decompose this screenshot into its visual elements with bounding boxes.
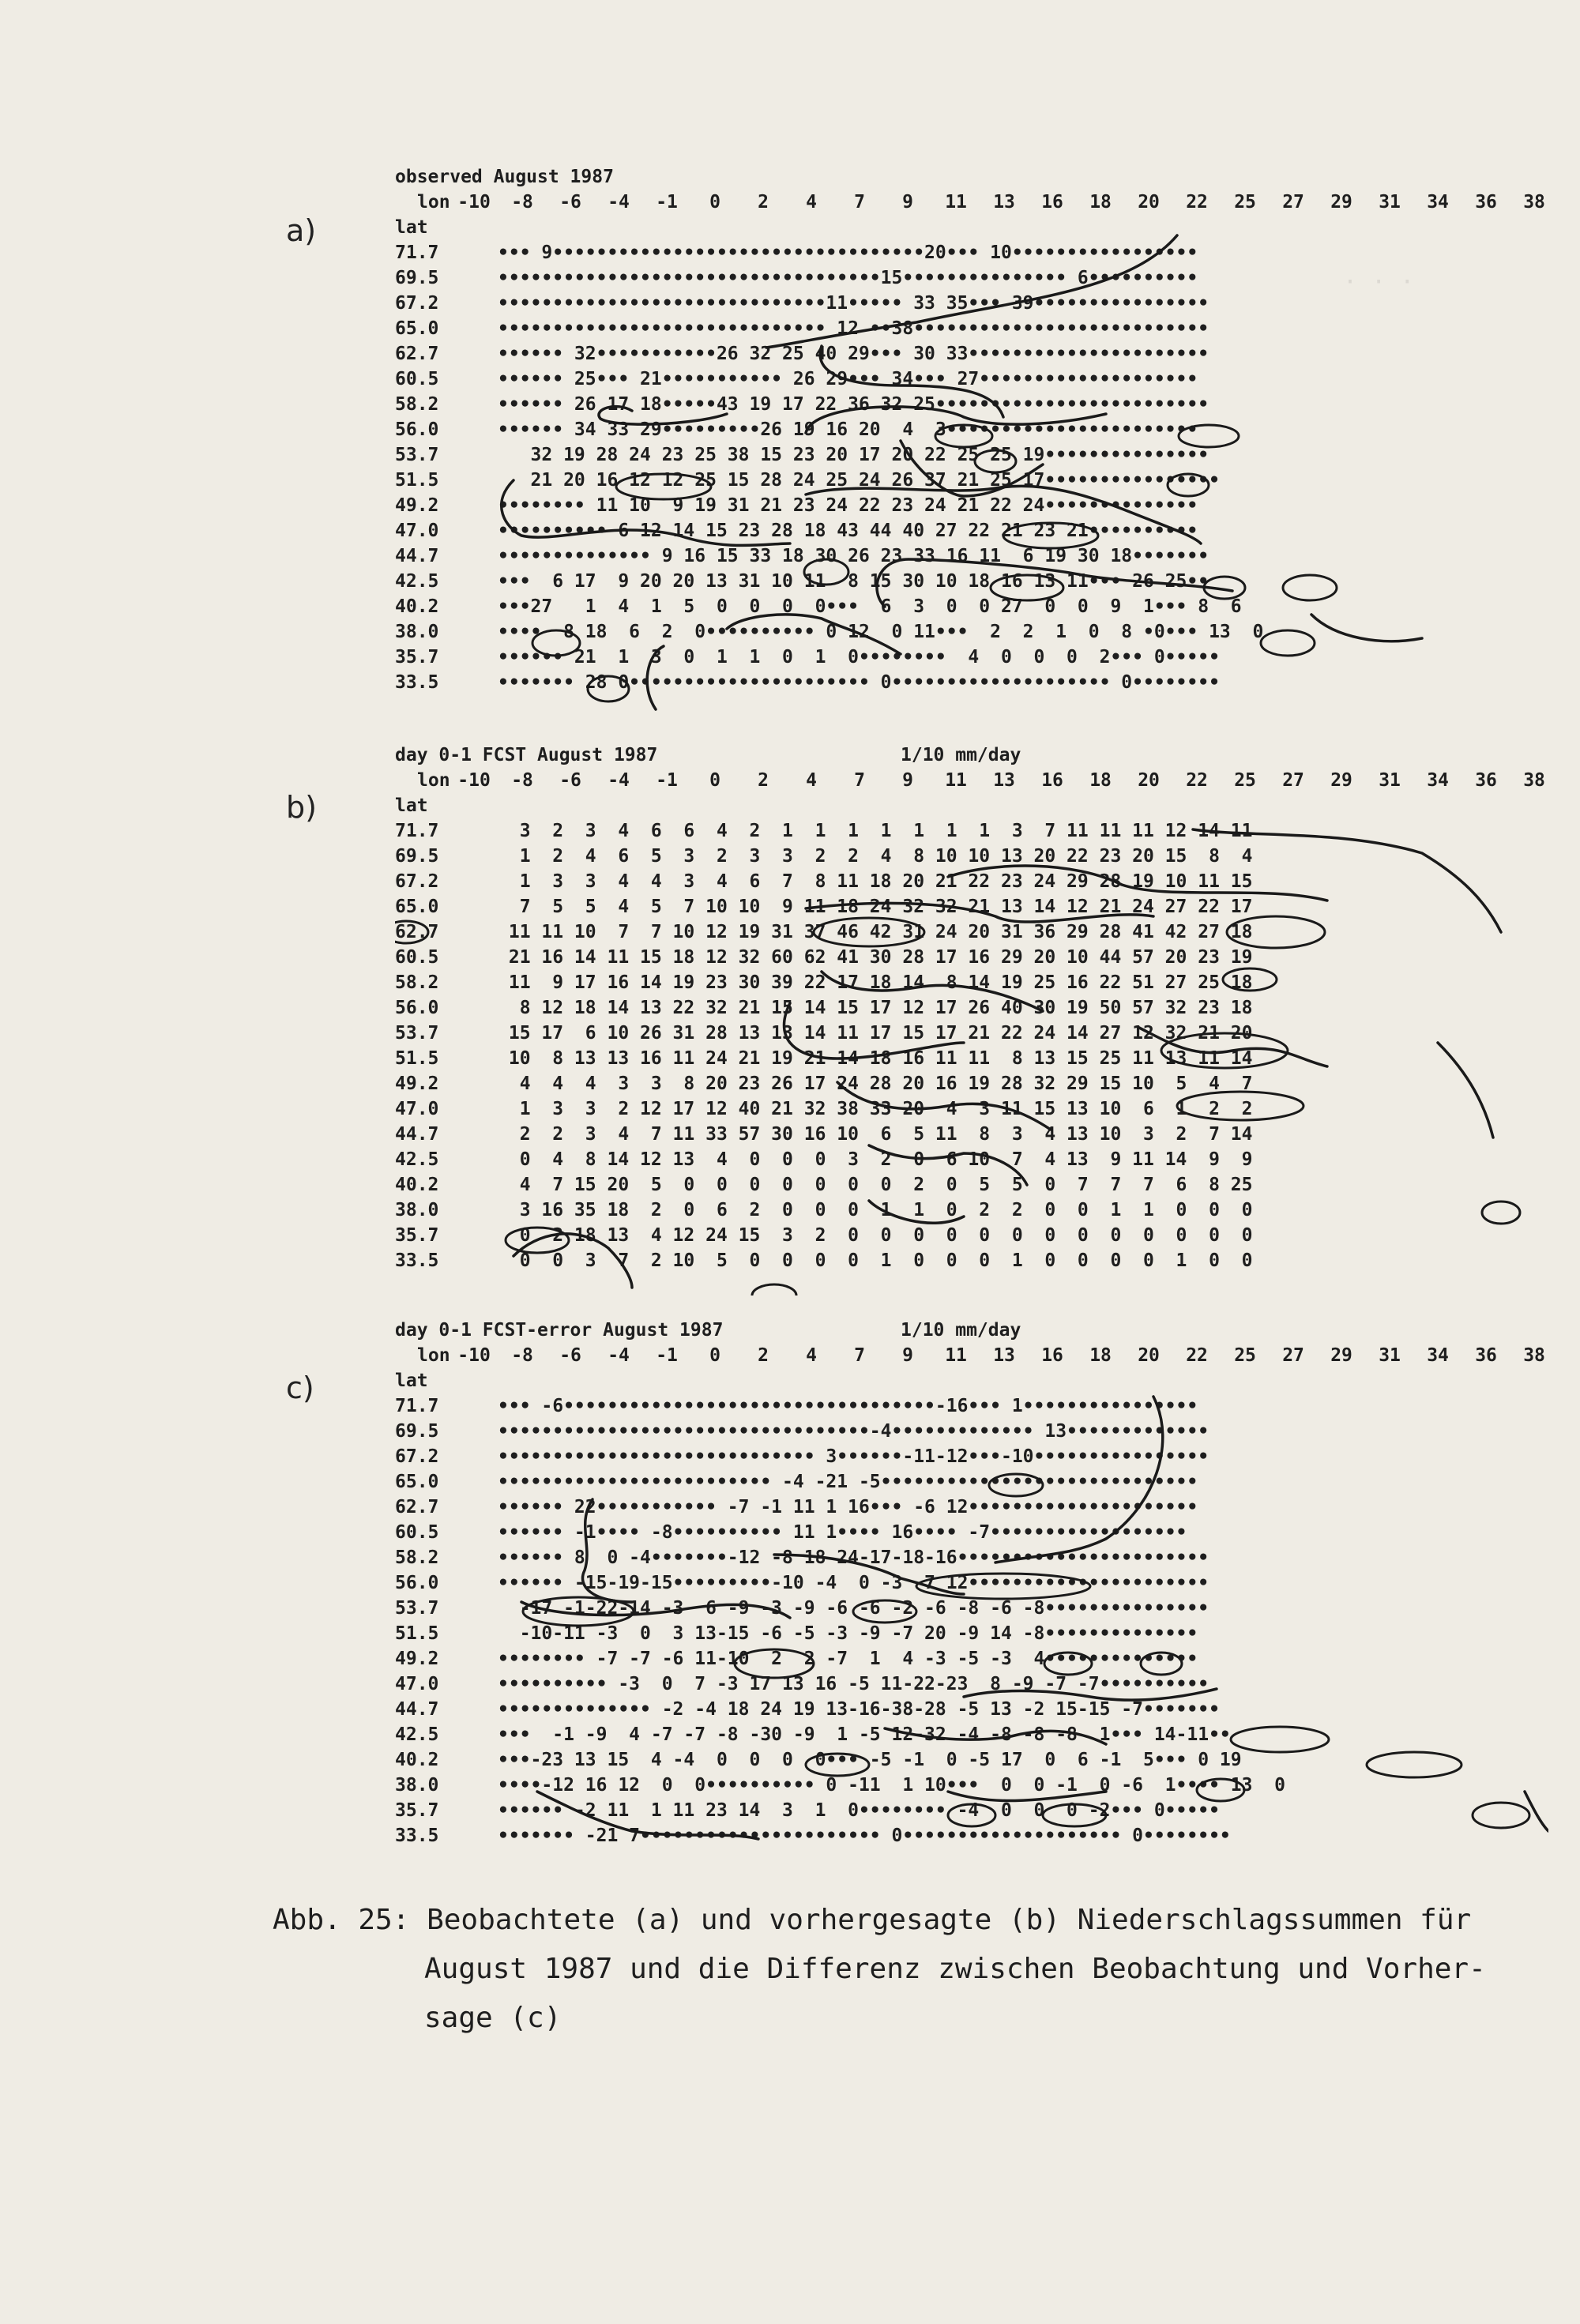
lat-value: 44.7 <box>395 1124 439 1145</box>
lat-label: lat <box>395 1371 428 1391</box>
panel-b-lon-row <box>395 768 1548 793</box>
lat-value: 69.5 <box>395 1421 439 1442</box>
lat-row <box>395 1172 1548 1198</box>
row-values: •••••• -1•••• -8•••••••••• 11 1•••• 16•••• -7•••••••••••••••••• <box>498 1522 1187 1543</box>
lon-value: 4 <box>806 1345 817 1366</box>
panel-c-title: day 0-1 FCST-error August 1987 <box>395 1320 724 1341</box>
lat-value: 47.0 <box>395 1099 439 1119</box>
row-values: ••• -1 -9 4 -7 -7 -8 -30 -9 1 -5 12-32 -4 -8 -8 -8 1••• 14-11•• <box>498 1724 1231 1745</box>
lon-value: -6 <box>559 770 581 791</box>
lon-value: 7 <box>854 192 865 212</box>
lat-value: 65.0 <box>395 318 439 339</box>
lat-row <box>395 1747 1548 1773</box>
lat-value: 33.5 <box>395 1826 439 1846</box>
lat-row <box>395 844 1548 869</box>
lat-value: 60.5 <box>395 369 439 389</box>
contour-loop <box>752 1284 796 1295</box>
lon-value: 11 <box>945 1345 967 1366</box>
row-values: ••••-12 16 12 0 0•••••••••• 0 -11 1 10••• 0 0 -1 0 -6 1•••• 13 0 <box>498 1775 1285 1796</box>
lat-row <box>395 970 1548 995</box>
lat-row <box>395 1646 1548 1672</box>
lon-value: 31 <box>1379 192 1401 212</box>
row-values: ••• 9••••••••••••••••••••••••••••••••••20••• 10••••••••••••••••• <box>498 243 1198 263</box>
lat-row <box>395 291 1548 316</box>
row-values: •••••• 8 0 -4•••••••-12 -8 18 24-17-18-16••••••••••••••••••••••• <box>498 1547 1209 1568</box>
row-values: 4 7 15 20 5 0 0 0 0 0 0 0 2 0 5 5 0 7 7 7 6 8 25 <box>498 1175 1253 1195</box>
lat-row <box>395 1021 1548 1046</box>
lon-value: 36 <box>1475 1345 1497 1366</box>
panel-c-units: 1/10 mm/day <box>901 1320 1021 1341</box>
lat-value: 53.7 <box>395 445 439 465</box>
lon-value: -1 <box>656 192 678 212</box>
lon-value: 31 <box>1379 1345 1401 1366</box>
lon-value: 4 <box>806 192 817 212</box>
lat-value: 60.5 <box>395 947 439 968</box>
row-values: •••••• 26 17 18•••••43 19 17 22 36 32 25••••••••••••••••••••••••• <box>498 394 1209 415</box>
row-values: 32 19 28 24 23 25 38 15 23 20 17 20 22 25 25 19••••••••••••••• <box>498 445 1209 465</box>
row-values: -10-11 -3 0 3 13-15 -6 -5 -3 -9 -7 20 -9 14 -8•••••••••••••• <box>498 1623 1198 1644</box>
lat-value: 58.2 <box>395 972 439 993</box>
lat-value: 35.7 <box>395 1225 439 1246</box>
lat-row <box>395 1697 1548 1722</box>
row-values: ••••••••••••••••••••••••••••• 3••••••-11-12•••-10•••••••••••••••• <box>498 1446 1209 1467</box>
lon-value: 0 <box>709 192 720 212</box>
row-values: 3 16 35 18 2 0 6 2 0 0 0 1 1 0 2 2 0 0 1 1 0 0 0 <box>498 1200 1253 1220</box>
row-values: •••••• 22••••••••••• -7 -1 11 1 16••• -6 12••••••••••••••••••••• <box>498 1497 1198 1517</box>
lat-value: 49.2 <box>395 1074 439 1094</box>
lat-row <box>395 265 1548 291</box>
lat-value: 47.0 <box>395 1674 439 1694</box>
lon-value: 22 <box>1186 770 1208 791</box>
panel-a <box>395 164 1548 695</box>
lat-row <box>395 392 1548 417</box>
lat-value: 49.2 <box>395 495 439 516</box>
panel-a-lon-row <box>395 190 1548 215</box>
lon-values <box>450 1343 1559 1368</box>
lat-row <box>395 341 1548 367</box>
lat-value: 35.7 <box>395 647 439 667</box>
lon-value: 25 <box>1234 770 1256 791</box>
lon-value: -6 <box>559 192 581 212</box>
lon-value: 20 <box>1138 192 1160 212</box>
lat-row <box>395 1046 1548 1071</box>
lat-value: 51.5 <box>395 1623 439 1644</box>
lon-value: 25 <box>1234 1345 1256 1366</box>
bleed-through-text: · · · <box>1343 269 1415 296</box>
lon-value: 18 <box>1089 1345 1112 1366</box>
lon-value: 29 <box>1330 770 1352 791</box>
lon-value: 38 <box>1523 770 1545 791</box>
lon-value: 22 <box>1186 192 1208 212</box>
row-values: -17 -1-22-14 -3 6 -9 -3 -9 -6 -6 -2 -6 -8 -6 -8••••••••••••••• <box>498 1598 1209 1619</box>
lat-row <box>395 1570 1548 1596</box>
row-values: •••-23 13 15 4 -4 0 0 0 0••• -5 -1 0 -5 17 0 6 -1 5••• 0 19 <box>498 1750 1242 1770</box>
lat-row <box>395 594 1548 619</box>
lon-value: -1 <box>656 1345 678 1366</box>
row-values: •••••••• 11 10 9 19 31 21 23 24 22 23 24 21 22 24•••••••••••••• <box>498 495 1198 516</box>
lat-value: 67.2 <box>395 293 439 314</box>
lat-row <box>395 1495 1548 1520</box>
lat-row <box>395 869 1548 894</box>
row-values: 1 3 3 4 4 3 4 6 7 8 11 18 20 21 22 23 24 29 28 19 10 11 15 <box>498 871 1253 892</box>
row-values: 3 2 3 4 6 6 4 2 1 1 1 1 1 1 1 3 7 11 11 11 12 14 11 <box>498 821 1253 841</box>
lat-value: 33.5 <box>395 672 439 693</box>
lon-value: 27 <box>1282 770 1304 791</box>
panel-b-letter: b) <box>286 790 317 825</box>
lat-value: 40.2 <box>395 596 439 617</box>
lat-value: 38.0 <box>395 1200 439 1220</box>
lat-value: 44.7 <box>395 546 439 566</box>
lat-row <box>395 1520 1548 1545</box>
lat-value: 35.7 <box>395 1800 439 1821</box>
lon-value: -10 <box>457 1345 491 1366</box>
lon-value: 27 <box>1282 192 1304 212</box>
lat-value: 67.2 <box>395 871 439 892</box>
lat-value: 58.2 <box>395 394 439 415</box>
lon-value: -8 <box>511 1345 533 1366</box>
lat-row <box>395 1071 1548 1096</box>
lon-value: 2 <box>758 1345 769 1366</box>
lon-value: 16 <box>1041 770 1063 791</box>
lat-value: 42.5 <box>395 571 439 592</box>
lon-label: lon <box>417 192 450 212</box>
lat-value: 56.0 <box>395 419 439 440</box>
row-values: 21 20 16 12 12 25 15 28 24 25 24 26 37 21 25 17•••••••••••••••• <box>498 470 1220 491</box>
lon-value: -8 <box>511 192 533 212</box>
lat-value: 40.2 <box>395 1175 439 1195</box>
lat-row <box>395 1147 1548 1172</box>
lat-value: 62.7 <box>395 922 439 942</box>
lat-row <box>395 442 1548 468</box>
lon-value: 25 <box>1234 192 1256 212</box>
lat-value: 56.0 <box>395 1573 439 1593</box>
lat-value: 58.2 <box>395 1547 439 1568</box>
lat-row <box>395 1545 1548 1570</box>
row-values: 7 5 5 4 5 7 10 10 9 11 18 24 32 32 21 13 14 12 21 24 27 22 17 <box>498 897 1253 917</box>
row-values: 11 9 17 16 14 19 23 30 39 22 17 18 14 8 14 19 25 16 22 51 27 25 18 <box>498 972 1253 993</box>
row-values: •••••••• -7 -7 -6 11-10 2 2 -7 1 4 -3 -5 -3 4•••••••••••••• <box>498 1649 1198 1669</box>
lon-value: 34 <box>1427 1345 1449 1366</box>
lon-value: 9 <box>902 770 913 791</box>
lon-value: 38 <box>1523 192 1545 212</box>
row-values: 21 16 14 11 15 18 12 32 60 62 41 30 28 17 16 29 20 10 44 57 20 23 19 <box>498 947 1253 968</box>
caption-line-1 <box>273 1896 1537 1945</box>
lon-value: 2 <box>758 770 769 791</box>
row-values: ••• -6••••••••••••••••••••••••••••••••••-16••• 1•••••••••••••••• <box>498 1396 1198 1416</box>
lat-row <box>395 1798 1548 1823</box>
lat-row <box>395 240 1548 265</box>
lat-value: 62.7 <box>395 1497 439 1517</box>
lon-value: 29 <box>1330 1345 1352 1366</box>
lat-row <box>395 1419 1548 1444</box>
lon-value: 29 <box>1330 192 1352 212</box>
row-values: •••••• -2 11 1 11 23 14 3 1 0•••••••• -4 0 0 0 -2••• 0••••• <box>498 1800 1220 1821</box>
lat-row <box>395 945 1548 970</box>
row-values: •••• 8 18 6 2 0•••••••••• 0 12 0 11••• 2 2 1 0 8 •0••• 13 0 <box>498 622 1264 642</box>
panel-c-header <box>395 1318 1548 1343</box>
lat-row <box>395 1621 1548 1646</box>
panel-b-units: 1/10 mm/day <box>901 745 1021 765</box>
lon-value: 7 <box>854 1345 865 1366</box>
lat-row <box>395 493 1548 518</box>
lon-value: 34 <box>1427 770 1449 791</box>
lat-value: 67.2 <box>395 1446 439 1467</box>
figure-caption <box>273 1896 1537 2043</box>
lon-value: -8 <box>511 770 533 791</box>
lat-value: 65.0 <box>395 897 439 917</box>
row-values: 0 4 8 14 12 13 4 0 0 0 3 2 0 6 10 7 4 13 9 11 14 9 9 <box>498 1149 1253 1170</box>
lat-row <box>395 1444 1548 1469</box>
row-values: •••••• 34 33 29•••••••••26 19 16 20 4 3••••••••••••••••••••••• <box>498 419 1198 440</box>
lat-value: 65.0 <box>395 1472 439 1492</box>
lat-row <box>395 894 1548 919</box>
lon-value: 13 <box>993 770 1015 791</box>
row-values: 0 0 3 7 2 10 5 0 0 0 0 1 0 0 0 1 0 0 0 0 1 0 0 <box>498 1250 1253 1271</box>
panel-a-header <box>395 164 1548 190</box>
panel-b-title: day 0-1 FCST August 1987 <box>395 745 658 765</box>
row-values: 1 2 4 6 5 3 2 3 3 2 2 4 8 10 10 13 20 22 23 20 15 8 4 <box>498 846 1253 867</box>
lat-row <box>395 1596 1548 1621</box>
row-values: 0 2 18 13 4 12 24 15 3 2 0 0 0 0 0 0 0 0 0 0 0 0 0 <box>498 1225 1253 1246</box>
lon-value: 9 <box>902 1345 913 1366</box>
lon-value: -6 <box>559 1345 581 1366</box>
lon-value: 0 <box>709 770 720 791</box>
row-values: •••••• 25••• 21••••••••••• 26 29••• 34••• 27•••••••••••••••••••• <box>498 369 1198 389</box>
row-values: ••••••• 28 0•••••••••••••••••••••• 0•••••••••••••••••••• 0•••••••• <box>498 672 1220 693</box>
caption-text-3: sage (c) <box>424 2002 562 2034</box>
row-values: 2 2 3 4 7 11 33 57 30 16 10 6 5 11 8 3 4 13 10 3 2 7 14 <box>498 1124 1253 1145</box>
lat-value: 53.7 <box>395 1023 439 1044</box>
lat-value: 69.5 <box>395 846 439 867</box>
lat-row <box>395 1469 1548 1495</box>
lat-row <box>395 316 1548 341</box>
lat-value: 47.0 <box>395 521 439 541</box>
row-values: ••••••••••••••••••••••••••••••••••-4••••••••••••• 13••••••••••••• <box>498 1421 1209 1442</box>
panel-c-lon-row <box>395 1343 1548 1368</box>
lat-value: 62.7 <box>395 344 439 364</box>
lon-value: 38 <box>1523 1345 1545 1366</box>
lon-value: 31 <box>1379 770 1401 791</box>
row-values: 1 3 3 2 12 17 12 40 21 32 38 33 20 4 3 11 15 13 10 6 1 2 2 <box>498 1099 1253 1119</box>
row-values: 15 17 6 10 26 31 28 13 13 14 11 17 15 17 21 22 24 14 27 12 32 21 20 <box>498 1023 1253 1044</box>
lon-value: 16 <box>1041 1345 1063 1366</box>
lat-row <box>395 818 1548 844</box>
lon-value: 0 <box>709 1345 720 1366</box>
lat-value: 71.7 <box>395 1396 439 1416</box>
lon-value: 22 <box>1186 1345 1208 1366</box>
lat-row <box>395 995 1548 1021</box>
lon-value: -4 <box>608 770 630 791</box>
panel-c-grid <box>395 1393 1548 1848</box>
lon-label: lon <box>417 1345 450 1366</box>
lon-value: 4 <box>806 770 817 791</box>
row-values: •••••••••• 6 12 14 15 23 28 18 43 44 40 27 22 21 23 21•••••••••• <box>498 521 1198 541</box>
lon-value: 13 <box>993 192 1015 212</box>
row-values: 8 12 18 14 13 22 32 21 15 14 15 17 12 17 26 40 30 19 50 57 32 23 18 <box>498 998 1253 1018</box>
lon-value: 11 <box>945 192 967 212</box>
row-values: •••••• 21 1 3 0 1 1 0 1 0•••••••• 4 0 0 0 2••• 0••••• <box>498 647 1220 667</box>
lat-row <box>395 1773 1548 1798</box>
lat-value: 60.5 <box>395 1522 439 1543</box>
lon-value: 18 <box>1089 192 1112 212</box>
lat-row <box>395 417 1548 442</box>
lat-value: 53.7 <box>395 1598 439 1619</box>
lon-value: -4 <box>608 192 630 212</box>
panel-a-title: observed August 1987 <box>395 167 614 187</box>
lat-value: 71.7 <box>395 243 439 263</box>
lat-row <box>395 543 1548 569</box>
row-values: •••••• -15-19-15•••••••••-10 -4 0 -3 7 12•••••••••••••••••••••• <box>498 1573 1209 1593</box>
lat-row <box>395 1722 1548 1747</box>
lat-value: 42.5 <box>395 1149 439 1170</box>
row-values: •••••••••••••• 9 16 15 33 18 30 26 23 33 16 11 6 19 30 18••••••• <box>498 546 1209 566</box>
lat-row <box>395 919 1548 945</box>
lon-value: -4 <box>608 1345 630 1366</box>
lon-values <box>450 190 1559 215</box>
lon-value: 36 <box>1475 192 1497 212</box>
row-values: •••••••••••••• -2 -4 18 24 19 13-16-38-28 -5 13 -2 15-15 -7••••••• <box>498 1699 1220 1720</box>
row-values: 10 8 13 13 16 11 24 21 19 21 14 18 16 11 11 8 13 15 25 11 13 11 14 <box>498 1048 1253 1069</box>
lat-row <box>395 1823 1548 1848</box>
lon-value: 11 <box>945 770 967 791</box>
panel-c-letter: c) <box>286 1371 314 1405</box>
lat-value: 56.0 <box>395 998 439 1018</box>
lat-row <box>395 1393 1548 1419</box>
lon-value: 16 <box>1041 192 1063 212</box>
row-values: ••••••••••••••••••••••••• -4 -21 -5••••••••••••••••••••••••••••• <box>498 1472 1198 1492</box>
row-values: •••27 1 4 1 5 0 0 0 0••• 6 3 0 0 27 0 0 9 1••• 8 6 <box>498 596 1242 617</box>
lon-value: 13 <box>993 1345 1015 1366</box>
panel-a-letter: a) <box>286 213 317 248</box>
lon-value: 7 <box>854 770 865 791</box>
lon-value: 9 <box>902 192 913 212</box>
lon-value: 2 <box>758 192 769 212</box>
lat-row <box>395 645 1548 670</box>
lon-value: 27 <box>1282 1345 1304 1366</box>
row-values: ••••••• -21 7•••••••••••••••••••••• 0•••••••••••••••••••• 0•••••••• <box>498 1826 1231 1846</box>
lon-values <box>450 768 1559 793</box>
caption-text-1: Beobachtete (a) und vorhergesagte (b) Niederschlagssummen für <box>427 1904 1472 1936</box>
lat-label: lat <box>395 217 428 238</box>
panel-a-grid <box>395 240 1548 695</box>
lon-label: lon <box>417 770 450 791</box>
row-values: 11 11 10 7 7 10 12 19 31 37 46 42 31 24 20 31 36 29 28 41 42 27 18 <box>498 922 1253 942</box>
lon-value: 36 <box>1475 770 1497 791</box>
row-values: •••••••••••••••••••••••••••••••••••15••••••••••••••• 6•••••••••• <box>498 268 1198 288</box>
row-values: •••••••••••••••••••••••••••••• 12 ••38••••••••••••••••••••••••••• <box>498 318 1209 339</box>
lon-value: 20 <box>1138 770 1160 791</box>
lat-row <box>395 1096 1548 1122</box>
lon-value: 18 <box>1089 770 1112 791</box>
lon-value: -10 <box>457 770 491 791</box>
lat-value: 51.5 <box>395 1048 439 1069</box>
lon-value: 34 <box>1427 192 1449 212</box>
lat-row <box>395 1672 1548 1697</box>
lat-value: 69.5 <box>395 268 439 288</box>
caption-text-2: August 1987 und die Differenz zwischen Beobachtung und Vorher- <box>424 1953 1486 1985</box>
panel-b <box>395 743 1548 1273</box>
lat-row <box>395 1198 1548 1223</box>
caption-label: Abb. 25: <box>273 1904 410 1936</box>
row-values: ••••••••••••••••••••••••••••••11••••• 33 35••• 39•••••••••••••••• <box>498 293 1209 314</box>
lon-value: -10 <box>457 192 491 212</box>
row-values: ••• 6 17 9 20 20 13 31 10 11 8 15 30 10 18 16 13 11••• 26 25•• <box>498 571 1209 592</box>
lat-value: 44.7 <box>395 1699 439 1720</box>
lon-value: -1 <box>656 770 678 791</box>
lat-value: 40.2 <box>395 1750 439 1770</box>
lat-row <box>395 367 1548 392</box>
lat-value: 38.0 <box>395 1775 439 1796</box>
panel-b-grid <box>395 818 1548 1273</box>
lat-row <box>395 1122 1548 1147</box>
lat-value: 42.5 <box>395 1724 439 1745</box>
lat-value: 38.0 <box>395 622 439 642</box>
lat-row <box>395 518 1548 543</box>
lat-value: 71.7 <box>395 821 439 841</box>
lat-row <box>395 619 1548 645</box>
lat-label: lat <box>395 795 428 816</box>
lat-value: 33.5 <box>395 1250 439 1271</box>
lat-value: 51.5 <box>395 470 439 491</box>
lon-value: 20 <box>1138 1345 1160 1366</box>
lat-row <box>395 569 1548 594</box>
lat-row <box>395 1223 1548 1248</box>
row-values: •••••• 32•••••••••••26 32 25 40 29••• 30 33•••••••••••••••••••••• <box>498 344 1209 364</box>
lat-row <box>395 670 1548 695</box>
panel-b-header <box>395 743 1548 768</box>
lat-row <box>395 468 1548 493</box>
lat-value: 49.2 <box>395 1649 439 1669</box>
row-values: •••••••••• -3 0 7 -3 17 13 16 -5 11-22-23 8 -9 -7 -7•••••••••• <box>498 1674 1209 1694</box>
panel-c <box>395 1318 1548 1848</box>
row-values: 4 4 4 3 3 8 20 23 26 17 24 28 20 16 19 28 32 29 15 10 5 4 7 <box>498 1074 1253 1094</box>
lat-row <box>395 1248 1548 1273</box>
